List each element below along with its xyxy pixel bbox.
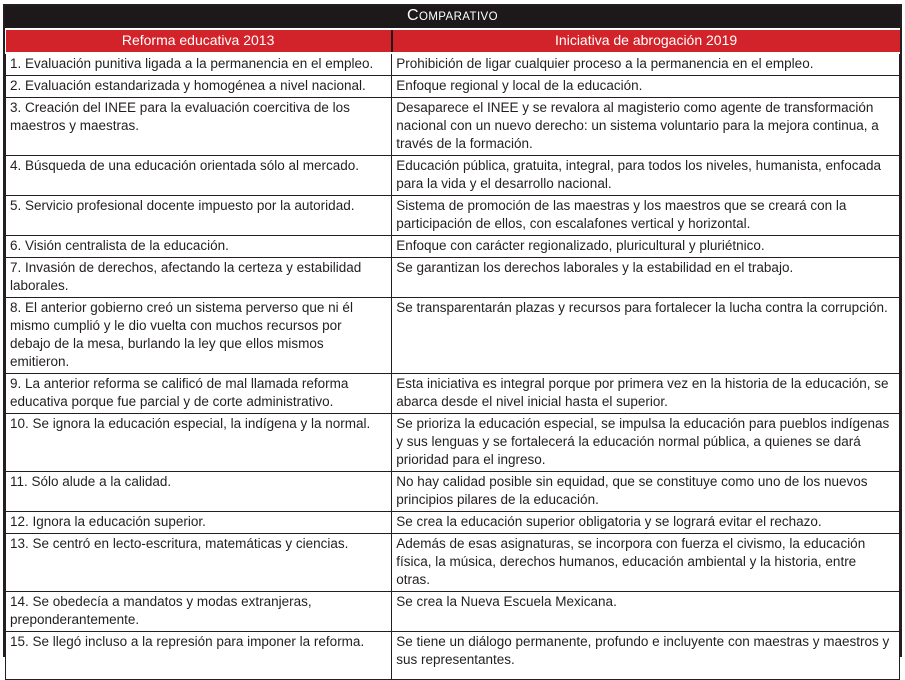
table-row [6, 534, 900, 592]
comparison-table [5, 30, 900, 680]
cell-abrogacion: Además de esas asignaturas, se incorpora con fuerza el civismo, la educación física, la música, derechos humanos, educación ambiental y la historia, entre otras. [392, 534, 900, 592]
cell-reforma: 13. Se centró en lecto-escritura, matemáticas y ciencias. [6, 534, 392, 592]
cell-abrogacion: Se prioriza la educación especial, se impulsa la educación para pueblos indígenas y sus lenguas y se fortalecerá la educación normal pública, a quienes se dará prioridad para el ingreso. [392, 414, 900, 472]
table-header [6, 30, 900, 53]
cell-reforma: 5. Servicio profesional docente impuesto por la autoridad. [6, 196, 392, 236]
table-row [6, 374, 900, 414]
table-row [6, 592, 900, 632]
comparison-table-container [3, 4, 902, 667]
cell-abrogacion: Se crea la educación superior obligatoria y se logrará evitar el rechazo. [392, 512, 900, 534]
column-header-abrogacion-2019: Iniciativa de abrogación 2019 [392, 30, 900, 53]
cell-abrogacion: Educación pública, gratuita, integral, para todos los niveles, humanista, enfocada para la vida y el desarrollo nacional. [392, 156, 900, 196]
cell-abrogacion: Enfoque con carácter regionalizado, pluricultural y pluriétnico. [392, 236, 900, 258]
cell-abrogacion: Se crea la Nueva Escuela Mexicana. [392, 592, 900, 632]
table-row [6, 632, 900, 680]
header-row [6, 30, 900, 53]
table-row [6, 512, 900, 534]
table-title: COMPARATIVO [5, 6, 900, 30]
table-body [6, 53, 900, 680]
cell-abrogacion: Se transparentarán plazas y recursos para fortalecer la lucha contra la corrupción. [392, 298, 900, 374]
table-row [6, 472, 900, 512]
table-row [6, 236, 900, 258]
cell-abrogacion: Se tiene un diálogo permanente, profundo e incluyente con maestras y maestros y sus representantes. [392, 632, 900, 680]
cell-reforma: 3. Creación del INEE para la evaluación coercitiva de los maestros y maestras. [6, 98, 392, 156]
cell-abrogacion: No hay calidad posible sin equidad, que se constituye como uno de los nuevos principios pilares de la educación. [392, 472, 900, 512]
table-row [6, 53, 900, 76]
cell-reforma: 14. Se obedecía a mandatos y modas extranjeras, preponderantemente. [6, 592, 392, 632]
cell-reforma: 6. Visión centralista de la educación. [6, 236, 392, 258]
cell-abrogacion: Esta iniciativa es integral porque por primera vez en la historia de la educación, se abarca desde el nivel inicial hasta el superior. [392, 374, 900, 414]
cell-abrogacion: Desaparece el INEE y se revalora al magisterio como agente de transformación nacional con un nuevo derecho: un sistema voluntario para la mejora continua, a través de la formación. [392, 98, 900, 156]
table-row [6, 98, 900, 156]
table-row [6, 298, 900, 374]
cell-reforma: 12. Ignora la educación superior. [6, 512, 392, 534]
cell-reforma: 11. Sólo alude a la calidad. [6, 472, 392, 512]
cell-abrogacion: Sistema de promoción de las maestras y los maestros que se creará con la participación de ellos, con escalafones vertical y horizontal. [392, 196, 900, 236]
cell-reforma: 7. Invasión de derechos, afectando la certeza y estabilidad laborales. [6, 258, 392, 298]
table-row [6, 156, 900, 196]
cell-reforma: 9. La anterior reforma se calificó de mal llamada reforma educativa porque fue parcial y de corte administrativo. [6, 374, 392, 414]
cell-reforma: 15. Se llegó incluso a la represión para imponer la reforma. [6, 632, 392, 680]
cell-abrogacion: Enfoque regional y local de la educación. [392, 76, 900, 98]
cell-abrogacion: Prohibición de ligar cualquier proceso a la permanencia en el empleo. [392, 53, 900, 76]
table-row [6, 76, 900, 98]
cell-reforma: 1. Evaluación punitiva ligada a la permanencia en el empleo. [6, 53, 392, 76]
table-row [6, 196, 900, 236]
table-row [6, 414, 900, 472]
column-header-reforma-2013: Reforma educativa 2013 [6, 30, 392, 53]
cell-reforma: 2. Evaluación estandarizada y homogénea a nivel nacional. [6, 76, 392, 98]
cell-abrogacion: Se garantizan los derechos laborales y la estabilidad en el trabajo. [392, 258, 900, 298]
cell-reforma: 10. Se ignora la educación especial, la indígena y la normal. [6, 414, 392, 472]
cell-reforma: 4. Búsqueda de una educación orientada sólo al mercado. [6, 156, 392, 196]
table-row [6, 258, 900, 298]
cell-reforma: 8. El anterior gobierno creó un sistema perverso que ni él mismo cumplió y le dio vuelta con muchos recursos por debajo de la mesa, burlando la ley que ellos mismos emitieron. [6, 298, 392, 374]
